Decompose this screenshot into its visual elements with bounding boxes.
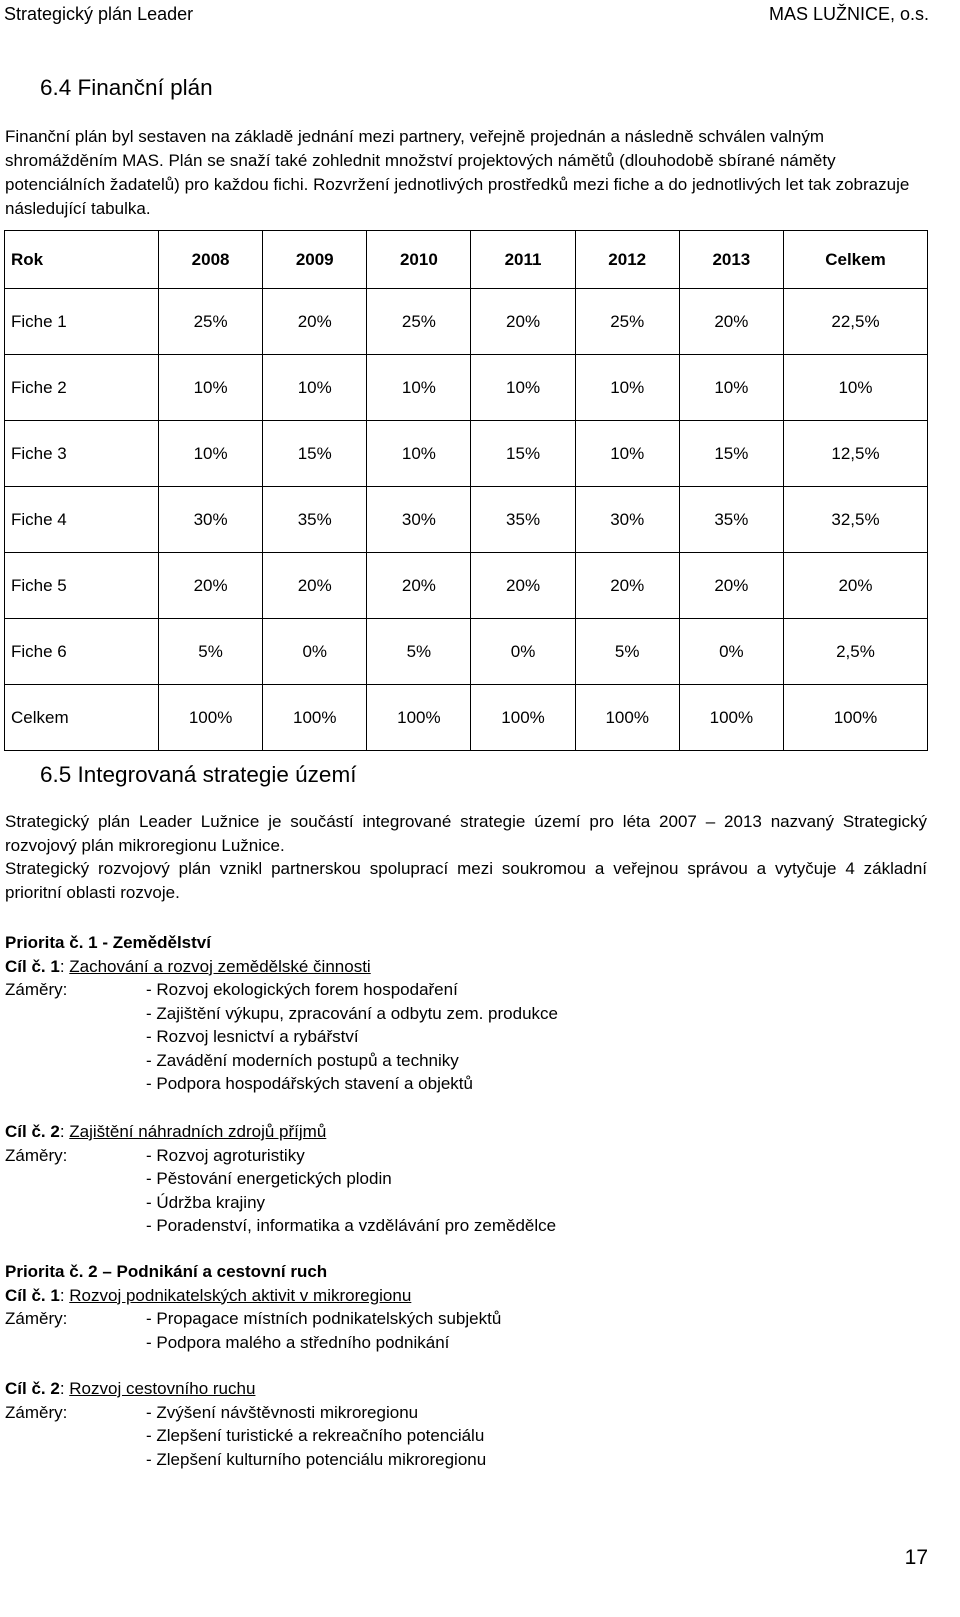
table-header-cell: 2008 <box>159 231 263 289</box>
table-cell: 10% <box>471 355 575 421</box>
table-cell: 0% <box>679 619 783 685</box>
goal-label: Cíl č. 1 <box>5 956 60 976</box>
table-cell: 25% <box>367 289 471 355</box>
header-left: Strategický plán Leader <box>4 4 194 24</box>
goal-label: Cíl č. 2 <box>5 1379 60 1398</box>
goal-title: Rozvoj cestovního ruchu <box>69 1379 256 1398</box>
goal-title: Zachování a rozvoj zemědělské činnosti <box>69 956 371 976</box>
list-item: - Rozvoj ekologických forem hospodaření <box>146 980 458 999</box>
goal-label: Cíl č. 1 <box>5 1285 60 1305</box>
table-cell: 20% <box>679 289 783 355</box>
table-cell: 2,5% <box>783 619 927 685</box>
table-cell: 20% <box>263 289 367 355</box>
list-item: - Propagace místních podnikatelských subjektů <box>146 1309 502 1328</box>
table-cell: 15% <box>679 421 783 487</box>
table-cell: 5% <box>575 619 679 685</box>
table-cell: 0% <box>471 619 575 685</box>
table-cell: 10% <box>575 355 679 421</box>
table-cell: 10% <box>367 355 471 421</box>
table-cell: 15% <box>471 421 575 487</box>
table-cell: 25% <box>575 289 679 355</box>
table-cell: 22,5% <box>783 289 927 355</box>
table-cell: 20% <box>783 553 927 619</box>
table-row <box>5 553 928 619</box>
table-header-cell: 2012 <box>575 231 679 289</box>
table-cell: 5% <box>367 619 471 685</box>
zamery-label: Záměry: <box>5 1402 68 1422</box>
table-cell: 10% <box>367 421 471 487</box>
table-row <box>5 289 928 355</box>
goal-title: Rozvoj podnikatelských aktivit v mikroregionu <box>69 1285 412 1305</box>
table-cell: 25% <box>159 289 263 355</box>
table-cell: Fiche 5 <box>5 553 159 619</box>
table-cell: 0% <box>263 619 367 685</box>
table-cell: 12,5% <box>783 421 927 487</box>
priority-heading: Priorita č. 1 - Zemědělství <box>5 933 211 952</box>
table-cell: 5% <box>159 619 263 685</box>
table-cell: 10% <box>783 355 927 421</box>
table-row <box>5 421 928 487</box>
header-right: MAS LUŽNICE, o.s. <box>768 4 929 24</box>
list-item: - Zlepšení turistické a rekreačního potenciálu <box>146 1426 485 1445</box>
list-item: - Podpora hospodářských stavení a objektů <box>146 1074 473 1093</box>
financial-table <box>4 230 928 751</box>
zamery-label: Záměry: <box>5 980 68 999</box>
table-cell: 20% <box>159 553 263 619</box>
priority-1-goal-2: Cíl č. 2: Zajištění náhradních zdrojů příjmů Záměry: - Rozvoj agroturistiky - Pěstování energetických plodin - Údržba krajiny - Poradenství, informatika a vzdělávání pro zemědělce <box>5 1120 326 1238</box>
table-header-cell: 2009 <box>263 231 367 289</box>
table-row <box>5 355 928 421</box>
section-title-financni-plan: 6.4 Finanční plán <box>40 75 213 100</box>
table-cell: Fiche 1 <box>5 289 159 355</box>
table-cell: 10% <box>159 421 263 487</box>
table-cell: 100% <box>159 685 263 751</box>
list-item: - Zlepšení kulturního potenciálu mikroregionu <box>146 1449 487 1469</box>
table-header-cell: Rok <box>5 231 159 289</box>
table-cell: 30% <box>159 487 263 553</box>
table-cell: 20% <box>263 553 367 619</box>
priority-2: Priorita č. 2 – Podnikání a cestovní ruch Cíl č. 1: Rozvoj podnikatelských aktivit v mikroregionu Záměry: - Propagace místních podnikatelských subjektů - Podpora malého a středního podnikání <box>5 1260 411 1354</box>
table-cell: 15% <box>263 421 367 487</box>
table-cell: 20% <box>575 553 679 619</box>
table-cell: 20% <box>471 553 575 619</box>
table-cell: 35% <box>263 487 367 553</box>
table-cell: 10% <box>575 421 679 487</box>
table-cell: 10% <box>679 355 783 421</box>
goal-title: Zajištění náhradních zdrojů příjmů <box>69 1122 327 1141</box>
strategy-paragraph-2: Strategický rozvojový plán vznikl partnerskou spoluprací mezi soukromou a veřejnou správou a vytyčuje 4 základní prioritní oblasti rozvoje. <box>5 859 927 902</box>
table-cell: Fiche 3 <box>5 421 159 487</box>
zamery-label: Záměry: <box>5 1309 68 1328</box>
table-cell: 100% <box>679 685 783 751</box>
strategy-paragraph-1: Strategický plán Leader Lužnice je součástí integrované strategie území pro léta 2007 – 2013 nazvaný Strategický rozvojový plán mikroregionu Lužnice. <box>5 812 927 855</box>
table-header-cell: 2010 <box>367 231 471 289</box>
list-item: - Podpora malého a středního podnikání <box>146 1332 450 1352</box>
list-item: - Pěstování energetických plodin <box>146 1169 392 1188</box>
table-header-row <box>5 231 928 289</box>
priority-1: Priorita č. 1 - Zemědělství Cíl č. 1: Zachování a rozvoj zemědělské činnosti Záměry: - Rozvoj ekologických forem hospodaření - Zajištění výkupu, zpracování a odbytu zem. produkce - Rozvoj lesnictví a rybářství - Zavádění moderních postupů a techniky - Podpora hospodářských stavení a objektů <box>5 931 371 1096</box>
table-header-cell: 2011 <box>471 231 575 289</box>
table-cell: 35% <box>471 487 575 553</box>
table-cell: 35% <box>679 487 783 553</box>
table-cell: 100% <box>471 685 575 751</box>
list-item: - Údržba krajiny <box>146 1192 266 1212</box>
table-row <box>5 685 928 751</box>
table-cell: 20% <box>367 553 471 619</box>
list-item: - Rozvoj lesnictví a rybářství <box>146 1027 359 1046</box>
list-item: - Poradenství, informatika a vzdělávání pro zemědělce <box>146 1216 557 1235</box>
table-cell: 30% <box>575 487 679 553</box>
zamery-label: Záměry: <box>5 1145 68 1165</box>
list-item: - Zajištění výkupu, zpracování a odbytu zem. produkce <box>146 1003 558 1023</box>
table-cell: 100% <box>263 685 367 751</box>
page-number: 17 <box>904 1546 928 1569</box>
section-title-integrovana-strategie: 6.5 Integrovaná strategie území <box>40 762 357 787</box>
list-item: - Zavádění moderních postupů a techniky <box>146 1050 459 1070</box>
priority-2-goal-2: Cíl č. 2: Rozvoj cestovního ruchu Záměry: - Zvýšení návštěvnosti mikroregionu - Zlepšení turistické a rekreačního potenciálu - Zlepšení kulturního potenciálu mikroregionu <box>5 1377 255 1471</box>
financni-plan-paragraph: Finanční plán byl sestaven na základě jednání mezi partnery, veřejně projednán a následně schválen valným shromážděním MAS. Plán se snaží také zohlednit množství projektových námětů (dlouhodobě sbírané náměty potenciálních žadatelů) pro každou fichi. Rozvržení jednotlivých prostředků mezi fiche a do jednotlivých let tak zobrazuje následující tabulka. <box>5 127 910 218</box>
table-cell: Fiche 6 <box>5 619 159 685</box>
table-cell: 20% <box>471 289 575 355</box>
table-cell: Fiche 4 <box>5 487 159 553</box>
list-item: - Rozvoj agroturistiky <box>146 1145 305 1165</box>
list-item: - Zvýšení návštěvnosti mikroregionu <box>146 1402 419 1422</box>
table-cell: 100% <box>575 685 679 751</box>
table-row <box>5 619 928 685</box>
table-header-cell: Celkem <box>783 231 927 289</box>
priority-heading: Priorita č. 2 – Podnikání a cestovní ruch <box>5 1262 328 1281</box>
table-cell: Fiche 2 <box>5 355 159 421</box>
table-cell: Celkem <box>5 685 159 751</box>
table-cell: 32,5% <box>783 487 927 553</box>
table-cell: 100% <box>783 685 927 751</box>
table-cell: 30% <box>367 487 471 553</box>
goal-label: Cíl č. 2 <box>5 1122 60 1141</box>
table-row <box>5 487 928 553</box>
table-header-cell: 2013 <box>679 231 783 289</box>
table-cell: 10% <box>263 355 367 421</box>
table-cell: 10% <box>159 355 263 421</box>
table-cell: 20% <box>679 553 783 619</box>
table-cell: 100% <box>367 685 471 751</box>
